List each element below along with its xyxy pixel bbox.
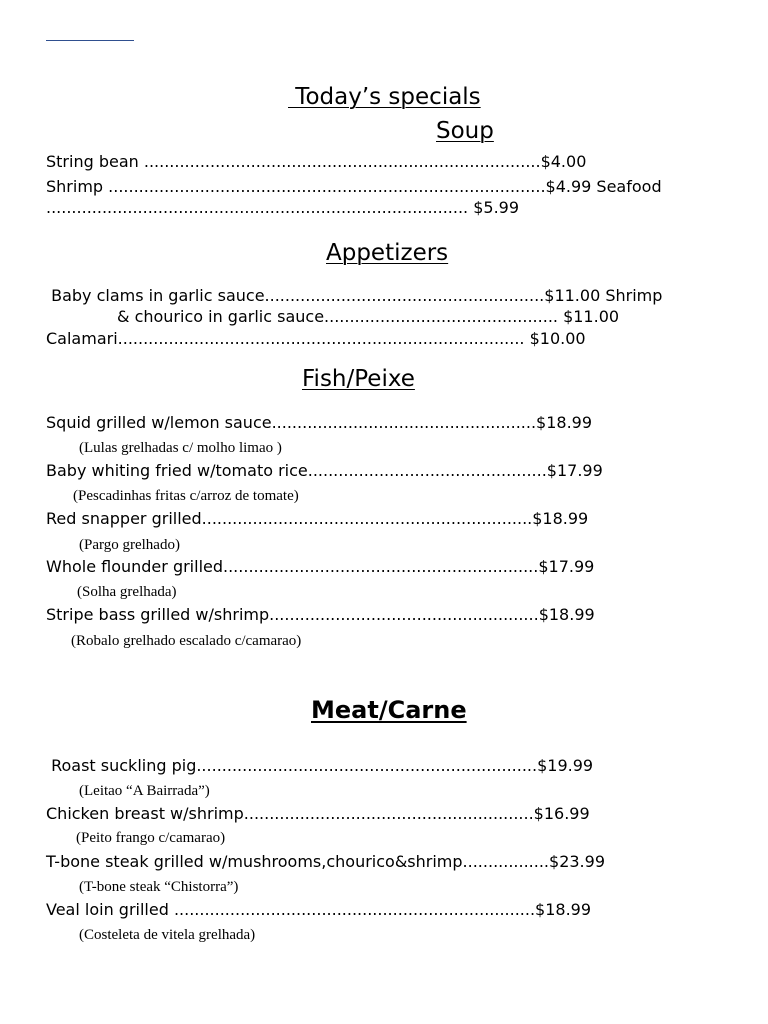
menu-item: Baby whiting fried w/tomato rice...............................................$17.99: [46, 461, 603, 480]
menu-item: T-bone steak grilled w/mushrooms,chourico&shrimp.................$23.99: [46, 852, 605, 871]
header-rule: [46, 40, 134, 41]
fish-heading: Fish/Peixe: [302, 366, 415, 392]
soup-heading: Soup: [436, 118, 494, 144]
menu-item-translation: (Pescadinhas fritas c/arroz de tomate): [73, 488, 299, 504]
appetizer-line: Baby clams in garlic sauce.......................................................$11.00 Shrimp: [46, 286, 663, 305]
menu-item: Red snapper grilled.................................................................$18.99: [46, 509, 589, 528]
menu-item-translation: (T-bone steak “Chistorra”): [79, 879, 239, 895]
soup-line: String bean ..............................................................................$4.00: [46, 152, 587, 171]
menu-item-translation: (Robalo grelhado escalado c/camarao): [71, 633, 302, 649]
menu-item-translation: (Peito frango c/camarao): [76, 830, 226, 846]
appetizer-line: & chourico in garlic sauce.............................................. $11.00: [117, 307, 620, 326]
soup-line: ................................................................................... $5.99: [46, 198, 520, 217]
page-title: Today’s specials: [288, 84, 481, 110]
soup-line: Shrimp ......................................................................................$4.99 Seafood: [46, 177, 662, 196]
menu-item: Squid grilled w/lemon sauce....................................................$18.99: [46, 413, 593, 432]
menu-item-translation: (Leitao “A Bairrada”): [79, 783, 210, 799]
menu-item-translation: (Pargo grelhado): [79, 537, 180, 553]
menu-item: Whole flounder grilled..............................................................$17.99: [46, 557, 595, 576]
menu-item-translation: (Solha grelhada): [77, 584, 177, 600]
menu-item-translation: (Costeleta de vitela grelhada): [79, 927, 256, 943]
menu-item: Chicken breast w/shrimp.........................................................$16.99: [46, 804, 590, 823]
appetizer-line: Calamari................................................................................ $10.00: [46, 329, 586, 348]
menu-item: Veal loin grilled .......................................................................$18.99: [46, 900, 592, 919]
menu-item-translation: (Lulas grelhadas c/ molho limao ): [79, 440, 282, 456]
menu-item: Roast suckling pig...................................................................$19.99: [46, 756, 594, 775]
menu-item: Stripe bass grilled w/shrimp.....................................................$18.99: [46, 605, 595, 624]
appetizers-heading: Appetizers: [326, 240, 449, 266]
meat-heading: Meat/Carne: [311, 696, 467, 724]
